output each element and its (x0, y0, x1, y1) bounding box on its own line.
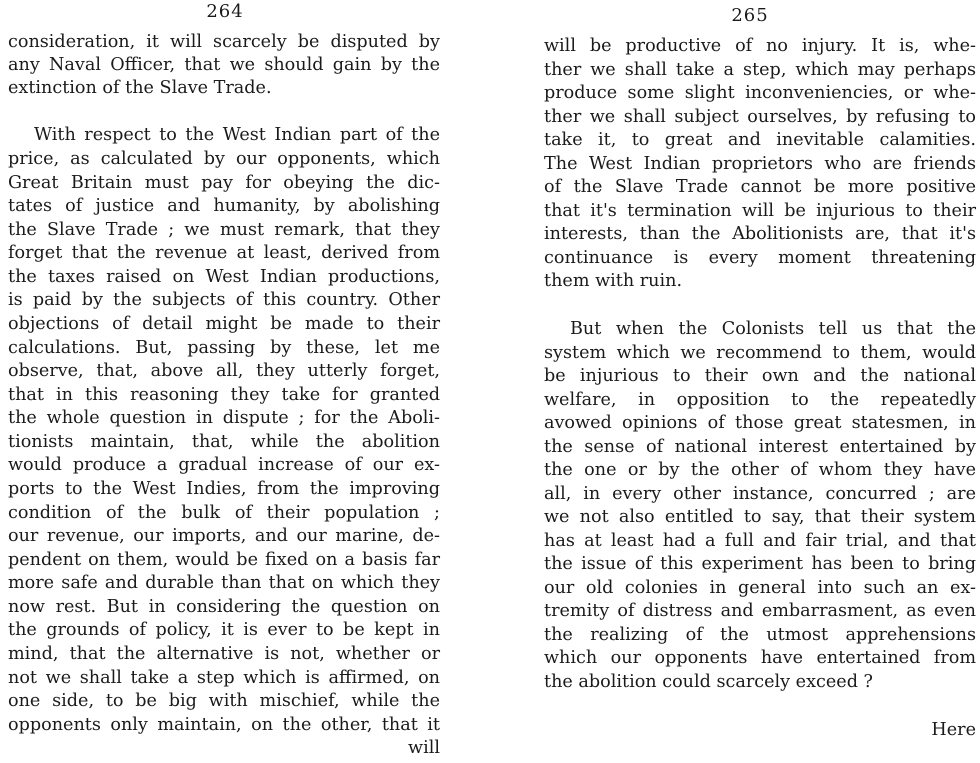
text-line: would produce a gradual increase of our ex- (8, 455, 440, 475)
text-line: we not also entitled to say, that their system (544, 507, 976, 527)
text-line: mind, that the alternative is not, whether or (8, 644, 440, 664)
text-line: now rest. But in considering the question on (8, 597, 440, 617)
text-line: take it, to great and inevitable calamities. (544, 130, 976, 150)
page-number: 265 (731, 5, 769, 26)
text-line: that it's termination will be injurious to their (544, 201, 976, 221)
text-line: avowed opinions of those great statesmen, in (544, 413, 976, 433)
text-line: calculations. But, passing by these, let me (8, 338, 440, 358)
text-line: objections of detail might be made to their (8, 314, 440, 334)
text-line: continuance is every moment threatening (544, 248, 976, 268)
text-line: will be productive of no injury. It is, whe- (544, 36, 976, 56)
text-line: the realizing of the utmost apprehensions (544, 625, 976, 645)
text-line: the one or by the other of whom they have (544, 460, 976, 480)
text-line: opponents only maintain, on the other, that it (8, 715, 440, 735)
text-line: the whole question in dispute ; for the Aboli- (8, 408, 440, 428)
text-line: them with ruin. (544, 271, 683, 291)
text-line: ther we shall subject ourselves, by refusing to (544, 107, 976, 127)
text-line: the abolition could scarcely exceed ? (544, 672, 873, 692)
text-line: the grounds of policy, it is ever to be kept in (8, 620, 440, 640)
text-line: the Slave Trade ; we must remark, that they (8, 220, 440, 240)
right-page (540, 0, 980, 763)
text-line: forget that the revenue at least, derived from (8, 243, 440, 263)
catchword: will (408, 738, 440, 758)
text-line: But when the Colonists tell us that the (570, 319, 976, 339)
text-line: of the Slave Trade cannot be more positive (544, 177, 976, 197)
text-line: welfare, in opposition to the repeatedly (544, 390, 976, 410)
text-line: all, in every other instance, concurred ; are (544, 484, 976, 504)
text-line: pendent on them, would be fixed on a basis far (8, 550, 440, 570)
text-line: is paid by the subjects of this country. Other (8, 290, 440, 310)
left-page (0, 0, 450, 763)
text-line: With respect to the West Indian part of the (34, 125, 440, 145)
text-line: our revenue, our imports, and our marine, de- (8, 526, 440, 546)
text-line: any Naval Officer, that we should gain by the (8, 55, 440, 75)
text-line: be injurious to their own and the national (544, 366, 976, 386)
text-line: the sense of national interest entertained by (544, 437, 976, 457)
text-line: tremity of distress and embarrasment, as even (544, 601, 976, 621)
text-line: The West Indian proprietors who are friends (544, 154, 976, 174)
text-line: consideration, it will scarcely be disputed by (8, 32, 440, 52)
text-line: tionists maintain, that, while the abolition (8, 432, 440, 452)
text-line: more safe and durable than that on which they (8, 573, 440, 593)
text-line: tates of justice and humanity, by abolishing (8, 196, 440, 216)
catchword: Here (931, 720, 976, 740)
text-line: not we shall take a step which is affirmed, on (8, 668, 440, 688)
text-line: has at least had a full and fair trial, and that (544, 531, 976, 551)
text-line: interests, than the Abolitionists are, that it's (544, 224, 976, 244)
text-line: system which we recommend to them, would (544, 343, 976, 363)
text-line: ports to the West Indies, from the improving (8, 479, 440, 499)
text-line: ther we shall take a step, which may perhaps (544, 60, 976, 80)
text-line: Great Britain must pay for obeying the dic- (8, 173, 440, 193)
text-line: observe, that, above all, they utterly forget, (8, 361, 440, 381)
text-line: the issue of this experiment has been to bring (544, 554, 976, 574)
text-line: which our opponents have entertained from (544, 648, 976, 668)
text-line: produce some slight inconveniencies, or whe- (544, 83, 976, 103)
text-line: condition of the bulk of their population ; (8, 503, 440, 523)
text-line: one side, to be big with mischief, while the (8, 691, 440, 711)
text-line: that in this reasoning they take for granted (8, 385, 440, 405)
text-line: our old colonies in general into such an ex- (544, 578, 976, 598)
page-number: 264 (206, 1, 244, 22)
text-line: price, as calculated by our opponents, which (8, 149, 440, 169)
text-line: extinction of the Slave Trade. (8, 78, 272, 98)
text-line: the taxes raised on West Indian productions, (8, 267, 440, 287)
